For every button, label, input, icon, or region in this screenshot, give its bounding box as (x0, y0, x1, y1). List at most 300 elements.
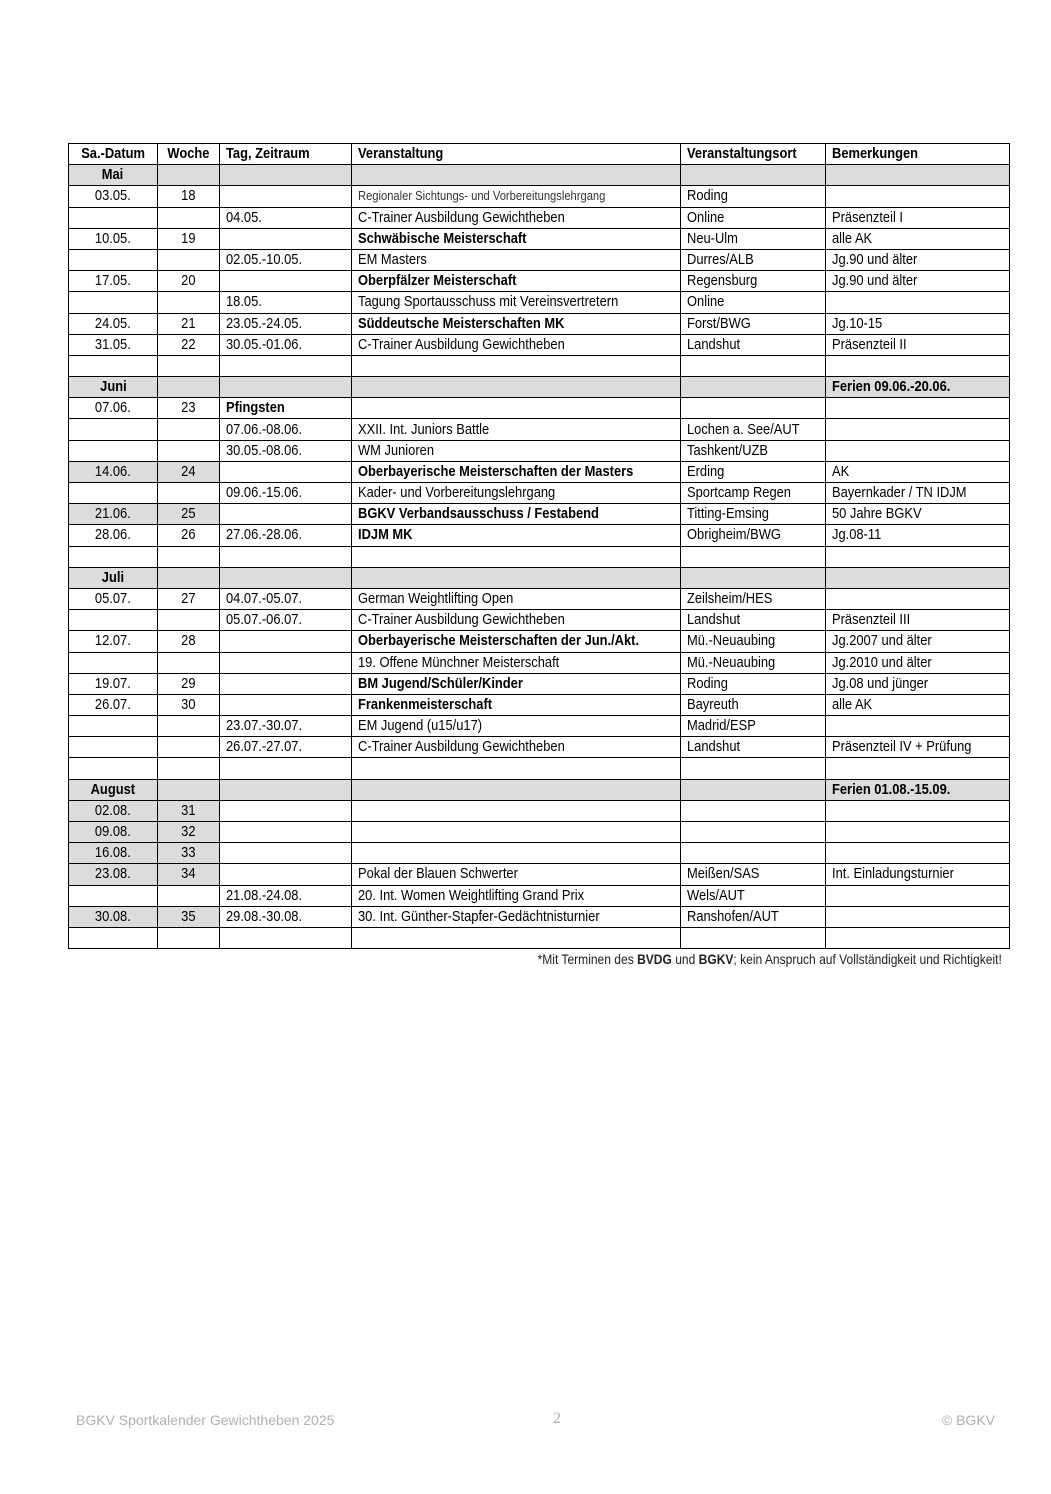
table-row (69, 631, 1010, 652)
notes-cell (826, 673, 1010, 694)
table-row (69, 504, 1010, 525)
event-cell (352, 843, 681, 864)
event-text: BM Jugend/Schüler/Kinder (358, 674, 523, 692)
week-cell (158, 906, 220, 927)
period-cell (220, 228, 352, 249)
table-row (69, 483, 1010, 504)
place-cell (681, 631, 826, 652)
notes-cell (826, 610, 1010, 631)
date-text: 02.08. (95, 801, 131, 819)
event-text: EM Jugend (u15/u17) (358, 717, 483, 735)
week-text: 19 (181, 229, 196, 247)
date-text: 09.08. (95, 823, 131, 841)
week-cell (158, 483, 220, 504)
period-cell (220, 483, 352, 504)
date-cell (69, 800, 158, 821)
notes-text: Präsenzteil II (832, 335, 907, 353)
table-row (69, 737, 1010, 758)
place-cell (681, 843, 826, 864)
date-text: 10.05. (95, 229, 131, 247)
period-cell (220, 504, 352, 525)
notes-text: Int. Einladungsturnier (832, 865, 954, 883)
date-text: 14.06. (95, 462, 131, 480)
notes-cell (826, 461, 1010, 482)
date-cell (69, 822, 158, 843)
event-cell (352, 398, 681, 419)
week-cell (158, 461, 220, 482)
notes-cell (826, 207, 1010, 228)
week-cell (158, 504, 220, 525)
notes-cell (826, 843, 1010, 864)
place-cell (681, 504, 826, 525)
place-text: Regensburg (687, 272, 758, 290)
place-text: Online (687, 208, 725, 226)
event-cell (352, 822, 681, 843)
period-cell (220, 186, 352, 207)
date-text: 21.06. (95, 505, 131, 523)
event-cell (352, 779, 681, 800)
event-text: WM Junioren (358, 441, 434, 459)
event-cell (352, 546, 681, 567)
week-cell (158, 228, 220, 249)
week-cell (158, 737, 220, 758)
event-cell (352, 377, 681, 398)
period-text: 09.06.-15.06. (226, 484, 303, 502)
period-cell (220, 631, 352, 652)
period-text: Pfingsten (226, 399, 285, 417)
period-cell (220, 906, 352, 927)
notes-cell (826, 525, 1010, 546)
notes-cell (826, 271, 1010, 292)
period-text: 05.07.-06.07. (226, 611, 303, 629)
event-cell (352, 165, 681, 186)
event-text: EM Masters (358, 251, 427, 269)
event-cell (352, 652, 681, 673)
week-cell (158, 419, 220, 440)
notes-cell (826, 906, 1010, 927)
period-cell (220, 271, 352, 292)
date-text: 05.07. (95, 590, 131, 608)
period-cell (220, 377, 352, 398)
table-row (69, 398, 1010, 419)
notes-cell (826, 822, 1010, 843)
notes-cell (826, 165, 1010, 186)
date-cell (69, 885, 158, 906)
notes-cell (826, 737, 1010, 758)
place-text: Landshut (687, 611, 741, 629)
date-cell (69, 567, 158, 588)
period-cell (220, 334, 352, 355)
week-cell (158, 398, 220, 419)
place-text: Landshut (687, 738, 741, 756)
date-cell (69, 440, 158, 461)
period-cell (220, 694, 352, 715)
period-cell (220, 398, 352, 419)
period-cell (220, 737, 352, 758)
table-row (69, 461, 1010, 482)
notes-cell (826, 483, 1010, 504)
table-row (69, 694, 1010, 715)
header-date: Sa.-Datum (69, 144, 158, 165)
place-text: Titting-Emsing (687, 505, 769, 523)
week-cell (158, 588, 220, 609)
period-text: 23.07.-30.07. (226, 717, 303, 735)
table-row (69, 207, 1010, 228)
week-text: 35 (181, 907, 196, 925)
table-row (69, 800, 1010, 821)
date-cell (69, 716, 158, 737)
period-text: 23.05.-24.05. (226, 314, 303, 332)
week-cell (158, 652, 220, 673)
date-text: 24.05. (95, 314, 131, 332)
place-cell (681, 906, 826, 927)
date-cell (69, 249, 158, 270)
event-text: Pokal der Blauen Schwerter (358, 865, 518, 883)
period-cell (220, 927, 352, 948)
place-text: Tashkent/UZB (687, 441, 769, 459)
week-cell (158, 779, 220, 800)
date-text: 03.05. (95, 187, 131, 205)
week-cell (158, 271, 220, 292)
week-cell (158, 631, 220, 652)
period-cell (220, 461, 352, 482)
place-cell (681, 716, 826, 737)
event-text: XXII. Int. Juniors Battle (358, 420, 490, 438)
place-cell (681, 165, 826, 186)
date-text: Juli (101, 568, 125, 586)
notes-cell (826, 355, 1010, 376)
notes-cell (826, 504, 1010, 525)
date-cell (69, 377, 158, 398)
date-cell (69, 779, 158, 800)
week-cell (158, 822, 220, 843)
notes-cell (826, 377, 1010, 398)
place-text: Wels/AUT (687, 886, 745, 904)
notes-cell (826, 694, 1010, 715)
date-text: Mai (102, 166, 124, 184)
week-cell (158, 800, 220, 821)
week-text: 29 (181, 674, 196, 692)
place-text: Online (687, 293, 725, 311)
event-cell (352, 694, 681, 715)
event-text: C-Trainer Ausbildung Gewichtheben (358, 208, 565, 226)
event-cell (352, 186, 681, 207)
period-cell (220, 165, 352, 186)
event-cell (352, 271, 681, 292)
table-row (69, 271, 1010, 292)
event-cell (352, 864, 681, 885)
event-cell (352, 800, 681, 821)
table-row (69, 292, 1010, 313)
table-row (69, 843, 1010, 864)
date-cell (69, 313, 158, 334)
period-cell (220, 673, 352, 694)
table-row (69, 440, 1010, 461)
table-row (69, 525, 1010, 546)
notes-cell (826, 652, 1010, 673)
event-cell (352, 440, 681, 461)
date-text: 17.05. (95, 272, 131, 290)
period-cell (220, 610, 352, 631)
place-cell (681, 610, 826, 631)
period-text: 21.08.-24.08. (226, 886, 303, 904)
place-text: Erding (687, 462, 725, 480)
event-cell (352, 927, 681, 948)
event-cell (352, 758, 681, 779)
place-cell (681, 228, 826, 249)
period-text: 18.05. (226, 293, 262, 311)
place-cell (681, 440, 826, 461)
period-text: 04.05. (226, 208, 262, 226)
notes-cell (826, 588, 1010, 609)
event-cell (352, 228, 681, 249)
table-row (69, 906, 1010, 927)
week-text: 24 (181, 462, 196, 480)
blank-row (69, 355, 1010, 376)
place-cell (681, 758, 826, 779)
event-text: IDJM MK (358, 526, 413, 544)
event-text: Oberbayerische Meisterschaften der Masters (358, 462, 634, 480)
period-cell (220, 567, 352, 588)
event-text: Kader- und Vorbereitungslehrgang (358, 484, 556, 502)
week-cell (158, 525, 220, 546)
date-cell (69, 186, 158, 207)
period-text: 02.05.-10.05. (226, 251, 303, 269)
place-cell (681, 694, 826, 715)
table-row (69, 716, 1010, 737)
table-row (69, 334, 1010, 355)
week-text: 31 (181, 801, 196, 819)
week-cell (158, 885, 220, 906)
event-cell (352, 313, 681, 334)
period-cell (220, 652, 352, 673)
table-row (69, 652, 1010, 673)
place-cell (681, 546, 826, 567)
place-text: Sportcamp Regen (687, 484, 791, 502)
event-calendar-table (68, 143, 1010, 949)
table-row (69, 610, 1010, 631)
week-cell (158, 843, 220, 864)
table-row (69, 419, 1010, 440)
event-text: Oberbayerische Meisterschaften der Jun./Akt. (358, 632, 640, 650)
event-cell (352, 334, 681, 355)
place-cell (681, 186, 826, 207)
date-cell (69, 588, 158, 609)
date-text: 31.05. (95, 335, 131, 353)
month-header-row (69, 779, 1010, 800)
place-cell (681, 292, 826, 313)
place-cell (681, 313, 826, 334)
week-text: 33 (181, 844, 196, 862)
period-text: 29.08.-30.08. (226, 907, 303, 925)
event-cell (352, 885, 681, 906)
week-text: 22 (181, 335, 196, 353)
week-text: 30 (181, 695, 196, 713)
period-cell (220, 440, 352, 461)
week-text: 25 (181, 505, 196, 523)
event-text: Frankenmeisterschaft (358, 695, 493, 713)
week-text: 32 (181, 823, 196, 841)
event-text: BGKV Verbandsausschuss / Festabend (358, 505, 599, 523)
week-cell (158, 567, 220, 588)
notes-text: Ferien 09.06.-20.06. (832, 378, 951, 396)
place-cell (681, 822, 826, 843)
month-header-row (69, 377, 1010, 398)
date-cell (69, 906, 158, 927)
notes-cell (826, 779, 1010, 800)
period-text: 04.07.-05.07. (226, 590, 303, 608)
week-cell (158, 292, 220, 313)
notes-cell (826, 567, 1010, 588)
event-cell (352, 292, 681, 313)
table-row (69, 822, 1010, 843)
table-row (69, 588, 1010, 609)
week-text: 21 (181, 314, 196, 332)
period-cell (220, 355, 352, 376)
event-text: 30. Int. Günther-Stapfer-Gedächtnisturnier (358, 907, 600, 925)
period-cell (220, 758, 352, 779)
date-cell (69, 398, 158, 419)
notes-cell (826, 313, 1010, 334)
place-text: Zeilsheim/HES (687, 590, 773, 608)
date-cell (69, 546, 158, 567)
week-cell (158, 207, 220, 228)
notes-cell (826, 716, 1010, 737)
event-text: C-Trainer Ausbildung Gewichtheben (358, 738, 565, 756)
event-text: 19. Offene Münchner Meisterschaft (358, 653, 560, 671)
event-cell (352, 737, 681, 758)
event-text: C-Trainer Ausbildung Gewichtheben (358, 611, 565, 629)
notes-cell (826, 631, 1010, 652)
month-header-row (69, 165, 1010, 186)
event-text: Oberpfälzer Meisterschaft (358, 272, 517, 290)
notes-cell (826, 864, 1010, 885)
event-text: Süddeutsche Meisterschaften MK (358, 314, 565, 332)
place-cell (681, 398, 826, 419)
date-cell (69, 843, 158, 864)
date-cell (69, 228, 158, 249)
notes-cell (826, 758, 1010, 779)
week-cell (158, 440, 220, 461)
event-cell (352, 419, 681, 440)
period-cell (220, 822, 352, 843)
header-week: Woche (158, 144, 220, 165)
notes-cell (826, 398, 1010, 419)
footer-title: BGKV Sportkalender Gewichtheben 2025 (76, 1412, 335, 1428)
event-text: Regionaler Sichtungs- und Vorbereitungslehrgang (358, 188, 606, 204)
header-period: Tag, Zeitraum (220, 144, 352, 165)
place-cell (681, 588, 826, 609)
page-number: 2 (553, 1410, 561, 1427)
place-cell (681, 885, 826, 906)
notes-text: Jg.10-15 (832, 314, 883, 332)
period-cell (220, 885, 352, 906)
notes-cell (826, 440, 1010, 461)
notes-text: Präsenzteil IV + Prüfung (832, 738, 972, 756)
week-cell (158, 165, 220, 186)
place-cell (681, 737, 826, 758)
date-cell (69, 355, 158, 376)
week-text: 27 (181, 590, 196, 608)
event-text: C-Trainer Ausbildung Gewichtheben (358, 335, 565, 353)
week-cell (158, 355, 220, 376)
blank-row (69, 927, 1010, 948)
place-text: Mü.-Neuaubing (687, 653, 776, 671)
date-cell (69, 758, 158, 779)
notes-cell (826, 800, 1010, 821)
place-cell (681, 567, 826, 588)
period-text: 07.06.-08.06. (226, 420, 303, 438)
date-cell (69, 737, 158, 758)
place-text: Roding (687, 187, 728, 205)
event-cell (352, 906, 681, 927)
place-cell (681, 377, 826, 398)
event-cell (352, 610, 681, 631)
week-cell (158, 313, 220, 334)
event-text: Tagung Sportausschuss mit Vereinsvertretern (358, 293, 619, 311)
event-cell (352, 483, 681, 504)
table-row (69, 885, 1010, 906)
period-cell (220, 588, 352, 609)
notes-cell (826, 292, 1010, 313)
period-cell (220, 864, 352, 885)
week-cell (158, 546, 220, 567)
notes-cell (826, 186, 1010, 207)
date-text: 28.06. (95, 526, 131, 544)
notes-text: Bayernkader / TN IDJM (832, 484, 967, 502)
place-cell (681, 483, 826, 504)
notes-cell (826, 228, 1010, 249)
date-cell (69, 525, 158, 546)
place-cell (681, 271, 826, 292)
event-cell (352, 673, 681, 694)
period-text: 26.07.-27.07. (226, 738, 303, 756)
date-cell (69, 610, 158, 631)
place-cell (681, 419, 826, 440)
date-cell (69, 694, 158, 715)
period-cell (220, 207, 352, 228)
place-text: Roding (687, 674, 728, 692)
place-text: Landshut (687, 335, 741, 353)
place-text: Neu-Ulm (687, 229, 738, 247)
place-text: Meißen/SAS (687, 865, 760, 883)
event-text: German Weightlifting Open (358, 590, 514, 608)
week-cell (158, 610, 220, 631)
place-cell (681, 334, 826, 355)
table-row (69, 673, 1010, 694)
date-cell (69, 504, 158, 525)
event-cell (352, 461, 681, 482)
date-cell (69, 652, 158, 673)
notes-text: alle AK (832, 695, 873, 713)
footnote: *Mit Terminen des BVDG und BGKV; kein Anspruch auf Vollständigkeit und Richtigkeit! (537, 951, 1002, 967)
date-cell (69, 419, 158, 440)
date-cell (69, 334, 158, 355)
place-cell (681, 355, 826, 376)
period-cell (220, 249, 352, 270)
date-cell (69, 292, 158, 313)
period-text: 30.05.-01.06. (226, 335, 303, 353)
week-cell (158, 716, 220, 737)
week-cell (158, 249, 220, 270)
notes-text: Ferien 01.08.-15.09. (832, 780, 951, 798)
event-text: Schwäbische Meisterschaft (358, 229, 527, 247)
notes-text: Jg.08-11 (832, 526, 882, 544)
table-row (69, 864, 1010, 885)
week-text: 34 (181, 865, 196, 883)
date-text: 12.07. (95, 632, 131, 650)
event-cell (352, 631, 681, 652)
